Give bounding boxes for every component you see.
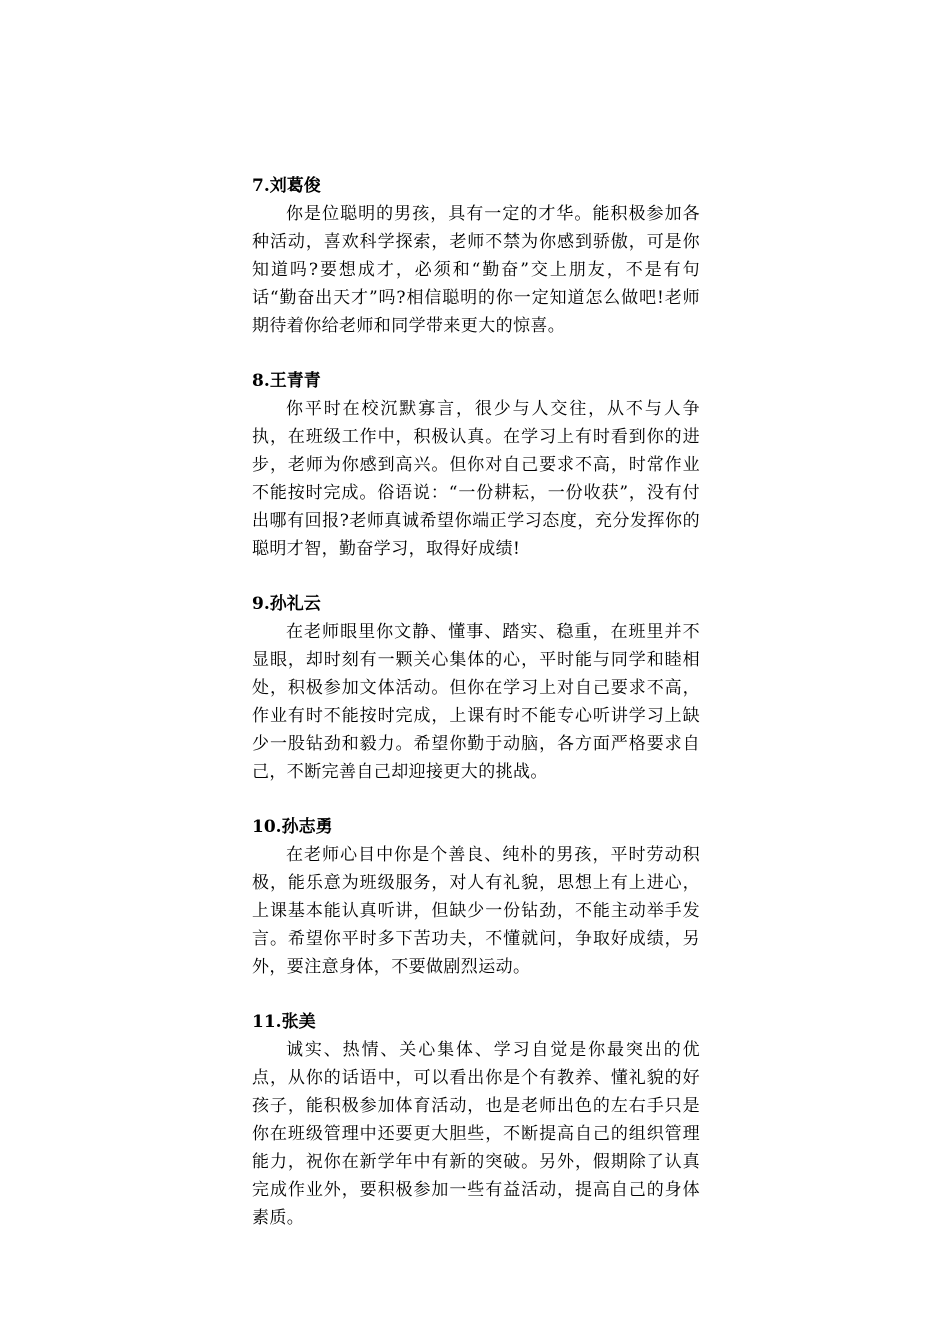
comment-entry-11	[252, 1008, 700, 1232]
entry-body: 你平时在校沉默寡言，很少与人交往，从不与人争执，在班级工作中，积极认真。在学习上有时看到你的进步，老师为你感到高兴。但你对自己要求不高，时常作业不能按时完成。俗语说：“一份耕耘，一份收获”，没有付出哪有回报?老师真诚希望你端正学习态度，充分发挥你的聪明才智，勤奋学习，取得好成绩!	[252, 399, 700, 559]
entry-body: 你是位聪明的男孩，具有一定的才华。能积极参加各种活动，喜欢科学探索，老师不禁为你感到骄傲，可是你知道吗?要想成才，必须和“勤奋”交上朋友，不是有句话“勤奋出天才”吗?相信聪明的你一定知道怎么做吧!老师期待着你给老师和同学带来更大的惊喜。	[252, 204, 700, 336]
entry-body: 诚实、热情、关心集体、学习自觉是你最突出的优点，从你的话语中，可以看出你是个有教养、懂礼貌的好孩子，能积极参加体育活动，也是老师出色的左右手只是你在班级管理中还要更大胆些，不断提高自己的组织管理能力，祝你在新学年中有新的突破。另外，假期除了认真完成作业外，要积极参加一些有益活动，提高自己的身体素质。	[252, 1040, 700, 1228]
entry-title: 7.刘葛俊	[252, 176, 321, 196]
comment-entry-7	[252, 172, 700, 340]
entry-title: 11.张美	[252, 1012, 316, 1032]
entry-body: 在老师眼里你文静、懂事、踏实、稳重，在班里并不显眼，却时刻有一颗关心集体的心，平时能与同学和睦相处，积极参加文体活动。但你在学习上对自己要求不高，作业有时不能按时完成，上课有时不能专心听讲学习上缺少一股钻劲和毅力。希望你勤于动脑，各方面严格要求自己，不断完善自己却迎接更大的挑战。	[252, 622, 700, 782]
entry-title: 10.孙志勇	[252, 817, 333, 837]
document-page	[252, 172, 700, 1259]
comment-entry-10	[252, 813, 700, 981]
comment-entry-8	[252, 367, 700, 563]
comment-entry-9	[252, 590, 700, 786]
entry-title: 9.孙礼云	[252, 594, 321, 614]
entry-title: 8.王青青	[252, 371, 321, 391]
entry-body: 在老师心目中你是个善良、纯朴的男孩，平时劳动积极，能乐意为班级服务，对人有礼貌，思想上有上进心，上课基本能认真听讲，但缺少一份钻劲，不能主动举手发言。希望你平时多下苦功夫，不懂就问，争取好成绩，另外，要注意身体，不要做剧烈运动。	[252, 845, 700, 977]
